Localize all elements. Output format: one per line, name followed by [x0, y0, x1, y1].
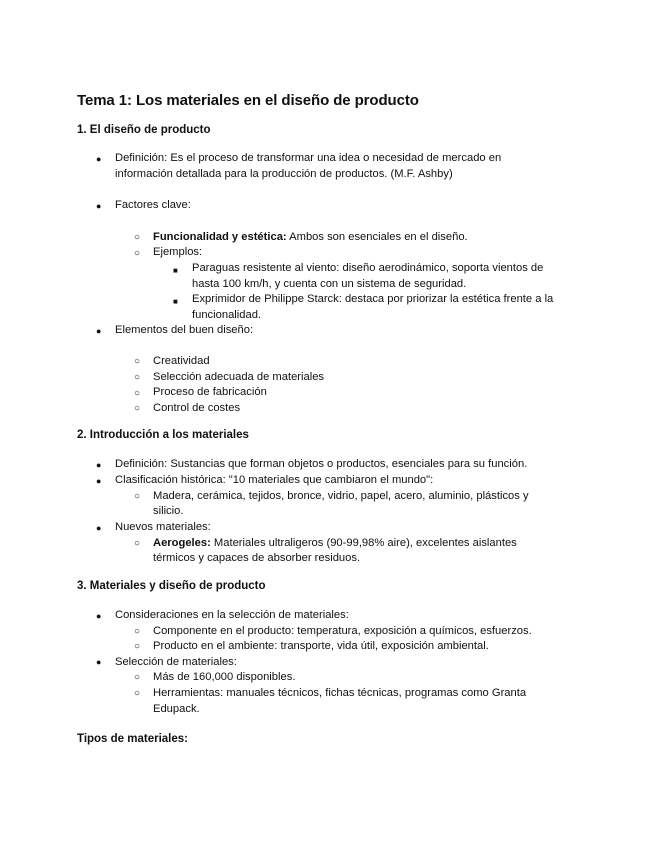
list-item-continuation: silicio.	[153, 505, 184, 517]
bullet-circle: ○	[134, 388, 141, 399]
list-item-continuation: funcionalidad.	[192, 309, 262, 321]
list-item: Definición: Es el proceso de transformar una idea o necesidad de mercado en	[115, 152, 502, 164]
list-item: Componente en el producto: temperatura, exposición a químicos, esfuerzos.	[153, 625, 532, 637]
bullet-circle: ○	[134, 538, 141, 549]
list-item: Proceso de fabricación	[153, 386, 267, 398]
bullet-circle: ○	[134, 372, 141, 383]
bullet-disc: ●	[96, 154, 102, 164]
bullet-disc: ●	[96, 611, 102, 621]
list-item: Clasificación histórica: "10 materiales que cambiaron el mundo":	[115, 474, 434, 486]
list-item: Ejemplos:	[153, 246, 203, 258]
bullet-square: ■	[173, 266, 178, 275]
bullet-circle: ○	[134, 491, 141, 502]
bullet-square: ■	[173, 297, 178, 306]
bullet-circle: ○	[134, 403, 141, 414]
bullet-circle: ○	[134, 248, 141, 259]
list-item: Definición: Sustancias que forman objetos o productos, esenciales para su función.	[115, 458, 528, 470]
list-item: Factores clave:	[115, 199, 191, 211]
section-heading-tipos: Tipos de materiales:	[77, 733, 188, 745]
list-item: Exprimidor de Philippe Starck: destaca por priorizar la estética frente a la	[192, 293, 554, 305]
list-item: Selección de materiales:	[115, 656, 237, 668]
list-item: Nuevos materiales:	[115, 521, 211, 533]
term-description: Ambos son esenciales en el diseño.	[286, 231, 468, 243]
bullet-circle: ○	[134, 688, 141, 699]
bullet-circle: ○	[134, 672, 141, 683]
list-item: Madera, cerámica, tejidos, bronce, vidrio, papel, acero, aluminio, plásticos y	[153, 490, 529, 502]
bullet-disc: ●	[96, 523, 102, 533]
list-item: Herramientas: manuales técnicos, fichas técnicas, programas como Granta	[153, 687, 527, 699]
list-item: Producto en el ambiente: transporte, vida útil, exposición ambiental.	[153, 640, 489, 652]
bullet-disc: ●	[96, 476, 102, 486]
term-description: Materiales ultraligeros (90-99,98% aire), excelentes aislantes	[210, 537, 517, 549]
bullet-disc: ●	[96, 657, 102, 667]
bullet-disc: ●	[96, 201, 102, 211]
list-item: Elementos del buen diseño:	[115, 324, 254, 336]
bold-term: Aerogeles:	[153, 537, 211, 549]
list-item: Consideraciones en la selección de materiales:	[115, 609, 349, 621]
list-item-continuation: térmicos y capaces de absorber residuos.	[153, 552, 361, 564]
list-item: Selección adecuada de materiales	[153, 371, 325, 383]
bullet-circle: ○	[134, 356, 141, 367]
page-title: Tema 1: Los materiales en el diseño de producto	[77, 92, 419, 109]
list-item	[153, 536, 517, 552]
bullet-circle: ○	[134, 626, 141, 637]
bold-term: Funcionalidad y estética:	[153, 231, 287, 243]
list-item-continuation: hasta 100 km/h, y cuenta con un sistema de seguridad.	[192, 278, 467, 290]
section-heading-1: 1. El diseño de producto	[77, 124, 211, 136]
section-heading-3: 3. Materiales y diseño de producto	[77, 580, 266, 592]
list-item: Control de costes	[153, 402, 241, 414]
bullet-circle: ○	[134, 232, 141, 243]
section-heading-2: 2. Introducción a los materiales	[77, 429, 249, 441]
list-item: Más de 160,000 disponibles.	[153, 671, 296, 683]
bullet-disc: ●	[96, 460, 102, 470]
bullet-disc: ●	[96, 326, 102, 336]
list-item-continuation: Edupack.	[153, 703, 200, 715]
list-item: Creatividad	[153, 355, 210, 367]
list-item: Paraguas resistente al viento: diseño aerodinámico, soporta vientos de	[192, 262, 544, 274]
list-item-continuation: información detallada para la producción de productos. (M.F. Ashby)	[115, 168, 453, 180]
bullet-circle: ○	[134, 641, 141, 652]
list-item	[153, 230, 468, 246]
